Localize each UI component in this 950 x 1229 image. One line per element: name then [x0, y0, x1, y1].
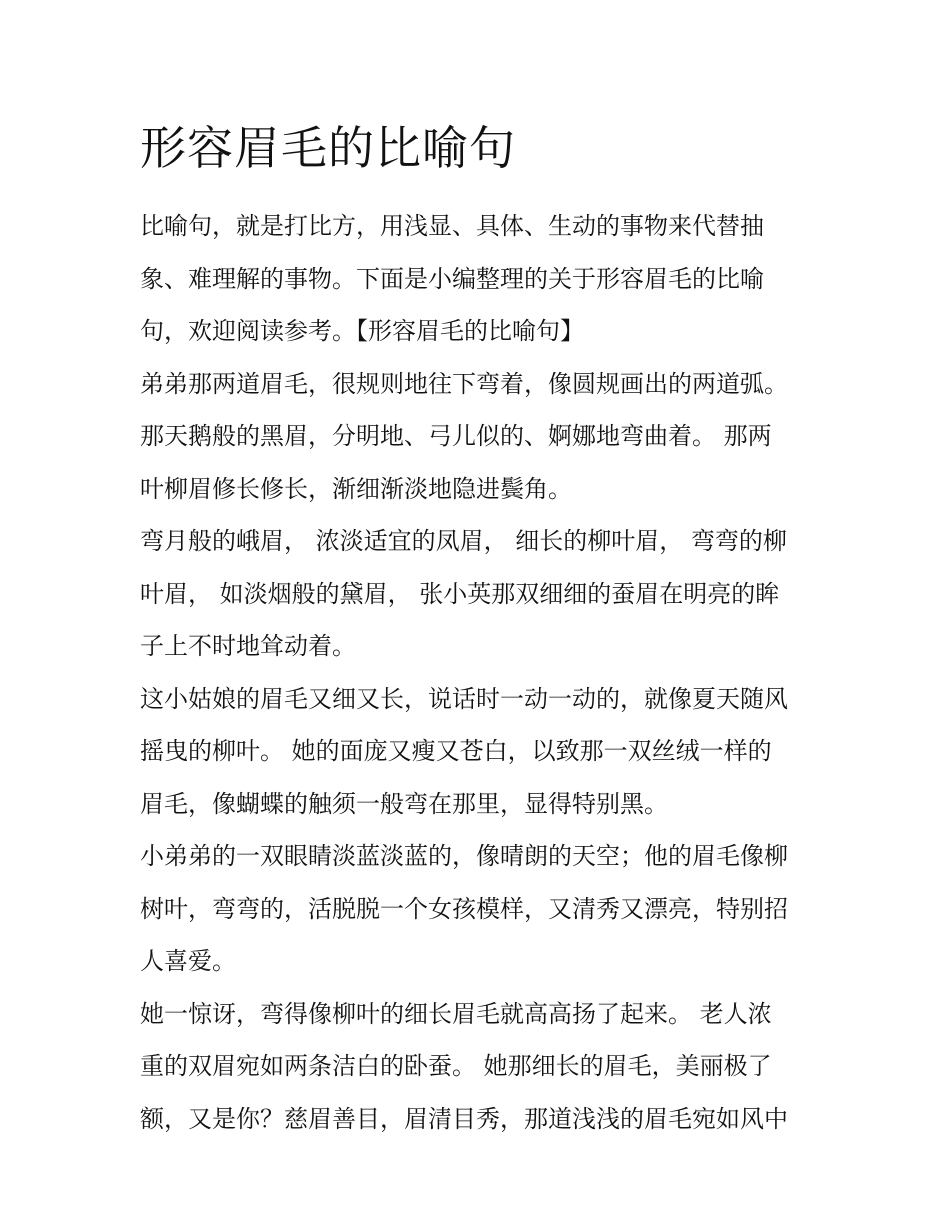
text-line: 句，欢迎阅读参考。【形容眉毛的比喻句】: [140, 317, 584, 345]
text-line: 额，又是你？慈眉善目，眉清目秀，那道浅浅的眉毛宛如风中: [140, 1104, 788, 1133]
text-line: 眉毛，像蝴蝶的触须一般弯在那里，显得特别黑。: [140, 789, 668, 818]
text-line: 树叶，弯弯的，活脱脱一个女孩模样，又清秀又漂亮，特别招: [140, 894, 788, 923]
paragraph-intro: [140, 200, 820, 358]
paragraph: [140, 988, 820, 1146]
text-line: 她一惊讶，弯得像柳叶的细长眉毛就高高扬了起来。 老人浓: [140, 999, 772, 1028]
text-line: 弟弟那两道眉毛，很规则地往下弯着，像圆规画出的两道弧。: [140, 369, 788, 398]
text-line: 那天鹅般的黑眉，分明地、弓儿似的、婀娜地弯曲着。 那两: [140, 422, 772, 450]
text-line: 子上不时地耸动着。: [140, 632, 356, 660]
text-line: 人喜爱。: [140, 947, 236, 975]
text-line: 叶柳眉修长修长，渐细渐淡地隐进鬓角。: [140, 474, 572, 503]
text-line: 重的双眉宛如两条洁白的卧蚕。 她那细长的眉毛，美丽极了: [140, 1052, 772, 1080]
document-body: [140, 200, 820, 1145]
text-line: 象、难理解的事物。下面是小编整理的关于形容眉毛的比喻: [140, 264, 764, 293]
paragraph: [140, 830, 820, 988]
text-line: 弯月般的峨眉， 浓淡适宜的凤眉， 细长的柳叶眉， 弯弯的柳: [140, 527, 787, 555]
text-line: 小弟弟的一双眼睛淡蓝淡蓝的，像晴朗的天空；他的眉毛像柳: [140, 842, 788, 870]
text-line: 这小姑娘的眉毛又细又长，说话时一动一动的，就像夏天随风: [140, 684, 788, 713]
text-line: 摇曳的柳叶。 她的面庞又瘦又苍白，以致那一双丝绒一样的: [140, 737, 772, 765]
text-line: 比喻句，就是打比方，用浅显、具体、生动的事物来代替抽: [140, 212, 764, 240]
paragraph: [140, 358, 820, 516]
page-title: 形容眉毛的比喻句: [140, 121, 516, 175]
paragraph: [140, 673, 820, 831]
text-line: 叶眉， 如淡烟般的黛眉， 张小英那双细细的蚕眉在明亮的眸: [140, 579, 780, 608]
paragraph: [140, 515, 820, 673]
